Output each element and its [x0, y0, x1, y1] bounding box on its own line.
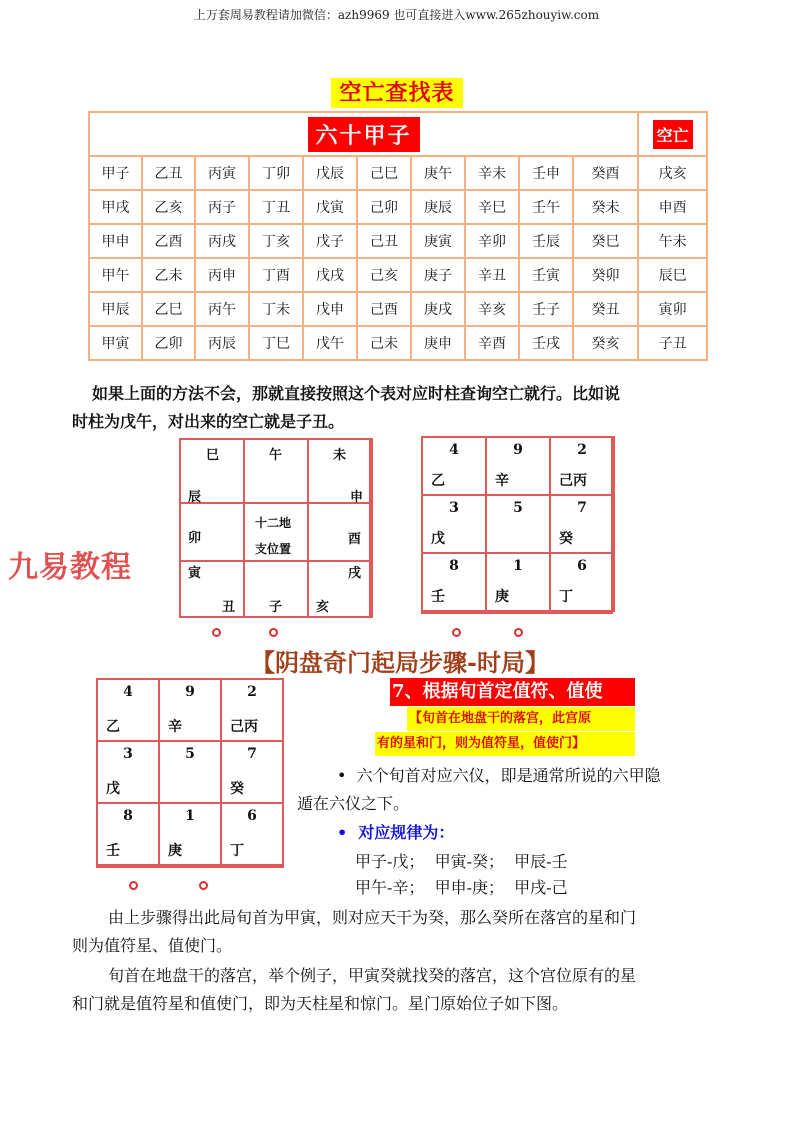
- jiazi-cell: 壬戌: [519, 326, 573, 360]
- jiazi-cell: 乙巳: [142, 292, 195, 326]
- kongwang-cell: 申酉: [638, 190, 707, 224]
- branch-xu: 戌: [348, 566, 362, 581]
- jiazi-cell: 戊子: [303, 224, 357, 258]
- palace-number: 3: [449, 500, 459, 516]
- jiazi-cell: 壬辰: [519, 224, 573, 258]
- jiazi-cell: 丙辰: [195, 326, 249, 360]
- jiazi-cell: 丙戌: [195, 224, 249, 258]
- palace-cell: [485, 552, 551, 612]
- jiazi-cell: 己未: [357, 326, 411, 360]
- palace-stem: 辛: [495, 473, 509, 489]
- palace-number: 9: [185, 684, 195, 700]
- jiazi-cell: 己亥: [357, 258, 411, 292]
- jiazi-cell: 甲申: [89, 224, 142, 258]
- circle-marker: [212, 628, 221, 637]
- palace-stem: 癸: [559, 531, 573, 547]
- watermark-text: 九易教程: [8, 550, 132, 585]
- jiazi-cell: 丁巳: [249, 326, 303, 360]
- jiazi-table: [88, 111, 708, 361]
- paragraph-3-line-2: 和门就是值符星和值使门，即为天柱星和惊门。星门原始位子如下图。: [72, 994, 569, 1013]
- branch-center-line-2: 支位置: [255, 542, 292, 556]
- palace-stem: 庚: [495, 589, 509, 605]
- palace-number: 4: [123, 684, 133, 700]
- jiazi-cell: 戊戌: [303, 258, 357, 292]
- branch-mao: 卯: [188, 531, 202, 546]
- bullet-1-line-2: 遁在六仪之下。: [297, 794, 410, 813]
- jiazi-cell: 壬申: [519, 156, 573, 190]
- jiazi-cell: 癸酉: [573, 156, 638, 190]
- palace-stem: 乙: [106, 719, 120, 735]
- branch-zi: 子: [269, 600, 283, 615]
- jiazi-cell: 乙酉: [142, 224, 195, 258]
- branch-hai: 亥: [316, 600, 330, 615]
- bullet-2: [337, 819, 454, 847]
- table-row: [89, 190, 707, 224]
- palace-number: 6: [247, 808, 257, 824]
- palace-number: 8: [449, 558, 459, 574]
- rule-line-2: 甲午-辛； 甲申-庚； 甲戌-己: [355, 878, 568, 897]
- palace-stem: 戊: [431, 531, 445, 547]
- palace-stem: 庚: [168, 843, 182, 859]
- jiazi-cell: 己酉: [357, 292, 411, 326]
- step-title: 7、根据旬首定值符、值使: [390, 678, 635, 706]
- step-note-line-1: 【旬首在地盘干的落宫，此宫原: [407, 707, 635, 731]
- jiazi-cell: 戊寅: [303, 190, 357, 224]
- jiazi-cell: 己巳: [357, 156, 411, 190]
- circle-marker: [199, 881, 208, 890]
- jiazi-cell: 庚寅: [411, 224, 465, 258]
- jiazi-cell: 丁未: [249, 292, 303, 326]
- palace-stem: 壬: [106, 843, 120, 859]
- table-row: [89, 326, 707, 360]
- jiazi-cell: 丁丑: [249, 190, 303, 224]
- branch-chen: 辰: [188, 490, 202, 505]
- bullet-1: [337, 762, 661, 790]
- branch-center-line-1: 十二地: [255, 516, 292, 530]
- jiazi-cell: 丙子: [195, 190, 249, 224]
- palace-stem: 癸: [230, 781, 244, 797]
- palace-number: 6: [577, 558, 587, 574]
- jiazi-cell: 己丑: [357, 224, 411, 258]
- branch-wu: 午: [269, 448, 283, 463]
- palace-cell: [421, 552, 487, 612]
- sixty-jiazi-label: 六十甲子: [308, 117, 420, 152]
- jiazi-cell: 庚午: [411, 156, 465, 190]
- branch-yin: 寅: [188, 566, 202, 581]
- jiazi-cell: 己卯: [357, 190, 411, 224]
- palace-number: 5: [513, 500, 523, 516]
- jiazi-cell: 辛亥: [465, 292, 519, 326]
- rule-line-1: 甲子-戊； 甲寅-癸； 甲辰-壬: [355, 852, 568, 871]
- palace-number: 9: [513, 442, 523, 458]
- kongwang-label: 空亡: [653, 120, 693, 149]
- branch-shen: 申: [350, 490, 364, 505]
- jiazi-cell: 壬寅: [519, 258, 573, 292]
- palace-number: 7: [577, 500, 587, 516]
- paragraph-3-line-1: 旬首在地盘干的落宫，举个例子，甲寅癸就找癸的落宫，这个宫位原有的星: [108, 966, 637, 985]
- jiazi-cell: 癸卯: [573, 258, 638, 292]
- palace-cell: [421, 436, 487, 496]
- palace-stem: 丁: [559, 589, 573, 605]
- jiazi-cell: 丁卯: [249, 156, 303, 190]
- kongwang-cell: 辰巳: [638, 258, 707, 292]
- jiazi-cell: 辛未: [465, 156, 519, 190]
- palace-number: 8: [123, 808, 133, 824]
- jiazi-cell: 甲戌: [89, 190, 142, 224]
- bullet-dot: •: [337, 823, 359, 842]
- branch-wei: 未: [333, 448, 347, 463]
- jiazi-cell: 壬午: [519, 190, 573, 224]
- branch-chou: 丑: [222, 600, 236, 615]
- jiazi-cell: 庚戌: [411, 292, 465, 326]
- palace-stem: 乙: [431, 473, 445, 489]
- circle-marker: [269, 628, 278, 637]
- palace-stem: 己丙: [230, 719, 258, 735]
- palace-number: 2: [247, 684, 257, 700]
- jiazi-cell: 壬子: [519, 292, 573, 326]
- step-note-line-2: 有的星和门，则为值符星，值使门】: [375, 732, 635, 756]
- palace-cell: [485, 494, 551, 554]
- intro-line-1: 如果上面的方法不会，那就直接按照这个表对应时柱查询空亡就行。比如说: [92, 384, 621, 403]
- bullet-1-line-1: 六个旬首对应六仪，即是通常所说的六甲隐: [356, 766, 661, 785]
- palace-cell: [158, 678, 222, 742]
- jiazi-cell: 辛卯: [465, 224, 519, 258]
- palace-cell: [96, 678, 160, 742]
- jiazi-cell: 癸巳: [573, 224, 638, 258]
- jiazi-cell: 辛巳: [465, 190, 519, 224]
- palace-number: 3: [123, 746, 133, 762]
- kongwang-cell: 寅卯: [638, 292, 707, 326]
- jiazi-cell: 乙卯: [142, 326, 195, 360]
- nine-palace-grid-lower: [96, 678, 284, 868]
- jiazi-cell: 甲寅: [89, 326, 142, 360]
- branch-cell-mid-right: [307, 502, 373, 562]
- palace-stem: 壬: [431, 589, 445, 605]
- jiazi-cell: 辛丑: [465, 258, 519, 292]
- jiazi-cell: 癸亥: [573, 326, 638, 360]
- palace-stem: 辛: [168, 719, 182, 735]
- palace-cell: [158, 802, 222, 866]
- branch-si: 巳: [206, 448, 220, 463]
- kongwang-cell: 戌亥: [638, 156, 707, 190]
- palace-cell: [96, 740, 160, 804]
- palace-cell: [549, 494, 615, 554]
- jiazi-cell: 癸丑: [573, 292, 638, 326]
- palace-cell: [158, 740, 222, 804]
- table-row: [89, 224, 707, 258]
- jiazi-cell: 丁酉: [249, 258, 303, 292]
- jiazi-cell: 庚子: [411, 258, 465, 292]
- jiazi-cell: 戊申: [303, 292, 357, 326]
- jiazi-cell: 乙丑: [142, 156, 195, 190]
- jiazi-cell: 戊辰: [303, 156, 357, 190]
- palace-number: 1: [513, 558, 523, 574]
- palace-number: 4: [449, 442, 459, 458]
- page-header: 上万套周易教程请加微信：azh9969 也可直接进入www.265zhouyiw.com: [193, 8, 600, 22]
- palace-cell: [96, 802, 160, 866]
- circle-marker: [452, 628, 461, 637]
- table-header-main: [89, 112, 638, 156]
- jiazi-cell: 甲午: [89, 258, 142, 292]
- section-title: 【阴盘奇门起局步骤-时局】: [251, 648, 549, 677]
- paragraph-2-line-2: 则为值符星、值使门。: [72, 936, 233, 955]
- jiazi-cell: 丙申: [195, 258, 249, 292]
- bullet-2-text: 对应规律为：: [358, 823, 455, 842]
- palace-number: 5: [185, 746, 195, 762]
- palace-cell: [421, 494, 487, 554]
- palace-stem: 戊: [106, 781, 120, 797]
- jiazi-cell: 辛酉: [465, 326, 519, 360]
- jiazi-cell: 癸未: [573, 190, 638, 224]
- bullet-dot: •: [337, 766, 357, 785]
- jiazi-cell: 乙亥: [142, 190, 195, 224]
- page-title: 空亡查找表: [331, 78, 463, 108]
- circle-marker: [129, 881, 138, 890]
- jiazi-cell: 乙未: [142, 258, 195, 292]
- palace-cell: [485, 436, 551, 496]
- jiazi-table-body: [89, 156, 707, 360]
- nine-palace-grid-upper: [421, 436, 613, 614]
- jiazi-cell: 庚辰: [411, 190, 465, 224]
- palace-cell: [549, 436, 615, 496]
- kongwang-cell: 午未: [638, 224, 707, 258]
- table-row: [89, 292, 707, 326]
- palace-number: 2: [577, 442, 587, 458]
- table-row: [89, 156, 707, 190]
- jiazi-cell: 甲子: [89, 156, 142, 190]
- jiazi-cell: 丙寅: [195, 156, 249, 190]
- table-row: [89, 258, 707, 292]
- palace-stem: 己丙: [559, 473, 587, 489]
- branch-you: 酉: [348, 532, 362, 547]
- palace-cell: [549, 552, 615, 612]
- palace-number: 7: [247, 746, 257, 762]
- jiazi-cell: 丙午: [195, 292, 249, 326]
- palace-stem: 丁: [230, 843, 244, 859]
- palace-cell: [220, 740, 284, 804]
- circle-marker: [514, 628, 523, 637]
- palace-cell: [220, 678, 284, 742]
- jiazi-cell: 戊午: [303, 326, 357, 360]
- jiazi-cell: 甲辰: [89, 292, 142, 326]
- jiazi-cell: 庚申: [411, 326, 465, 360]
- palace-number: 1: [185, 808, 195, 824]
- kongwang-cell: 子丑: [638, 326, 707, 360]
- intro-line-2: 时柱为戊午，对出来的空亡就是子丑。: [72, 412, 345, 431]
- paragraph-2-line-1: 由上步骤得出此局旬首为甲寅，则对应天干为癸，那么癸所在落宫的星和门: [108, 908, 637, 927]
- palace-cell: [220, 802, 284, 866]
- jiazi-cell: 丁亥: [249, 224, 303, 258]
- table-header-kongwang: [638, 112, 707, 156]
